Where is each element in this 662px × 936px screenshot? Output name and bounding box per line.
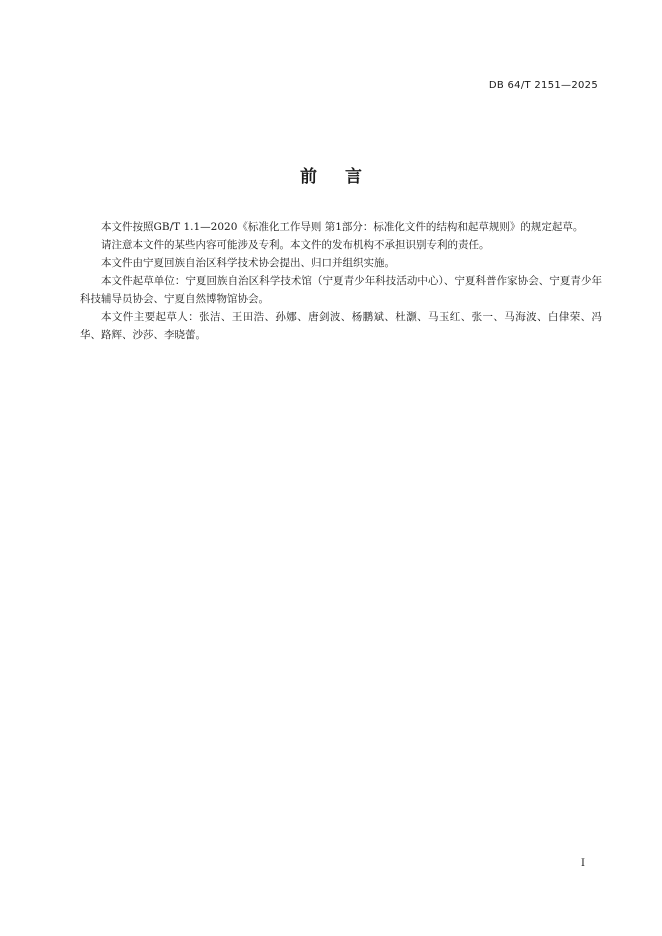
page-title: 前言 — [300, 167, 390, 187]
document-standard-number: DB 64/T 2151—2025 — [488, 80, 598, 91]
paragraph-proposer: 本文件由宁夏回族自治区科学技术协会提出、归口并组织实施。 — [101, 257, 395, 269]
page-number: I — [581, 858, 585, 869]
paragraph-drafting-rules: 本文件按照GB/T 1.1—2020《标准化工作导则 第1部分：标准化文件的结构和起草规则》的规定起草。 — [101, 221, 584, 233]
paragraph-drafting-units: 本文件起草单位：宁夏回族自治区科学技术馆（宁夏青少年科技活动中心）、宁夏科普作家协会、宁夏青少年科技辅导员协会、宁夏自然博物馆协会。 — [80, 275, 602, 305]
foreword-body — [80, 218, 602, 344]
paragraph-patent-notice: 请注意本文件的某些内容可能涉及专利。本文件的发布机构不承担识别专利的责任。 — [101, 239, 490, 251]
paragraph-main-drafters: 本文件主要起草人：张洁、王田浩、孙娜、唐剑波、杨鹏斌、杜灏、马玉红、张一、马海波、白侓荣、冯华、路辉、沙莎、李晓蕾。 — [80, 311, 602, 341]
